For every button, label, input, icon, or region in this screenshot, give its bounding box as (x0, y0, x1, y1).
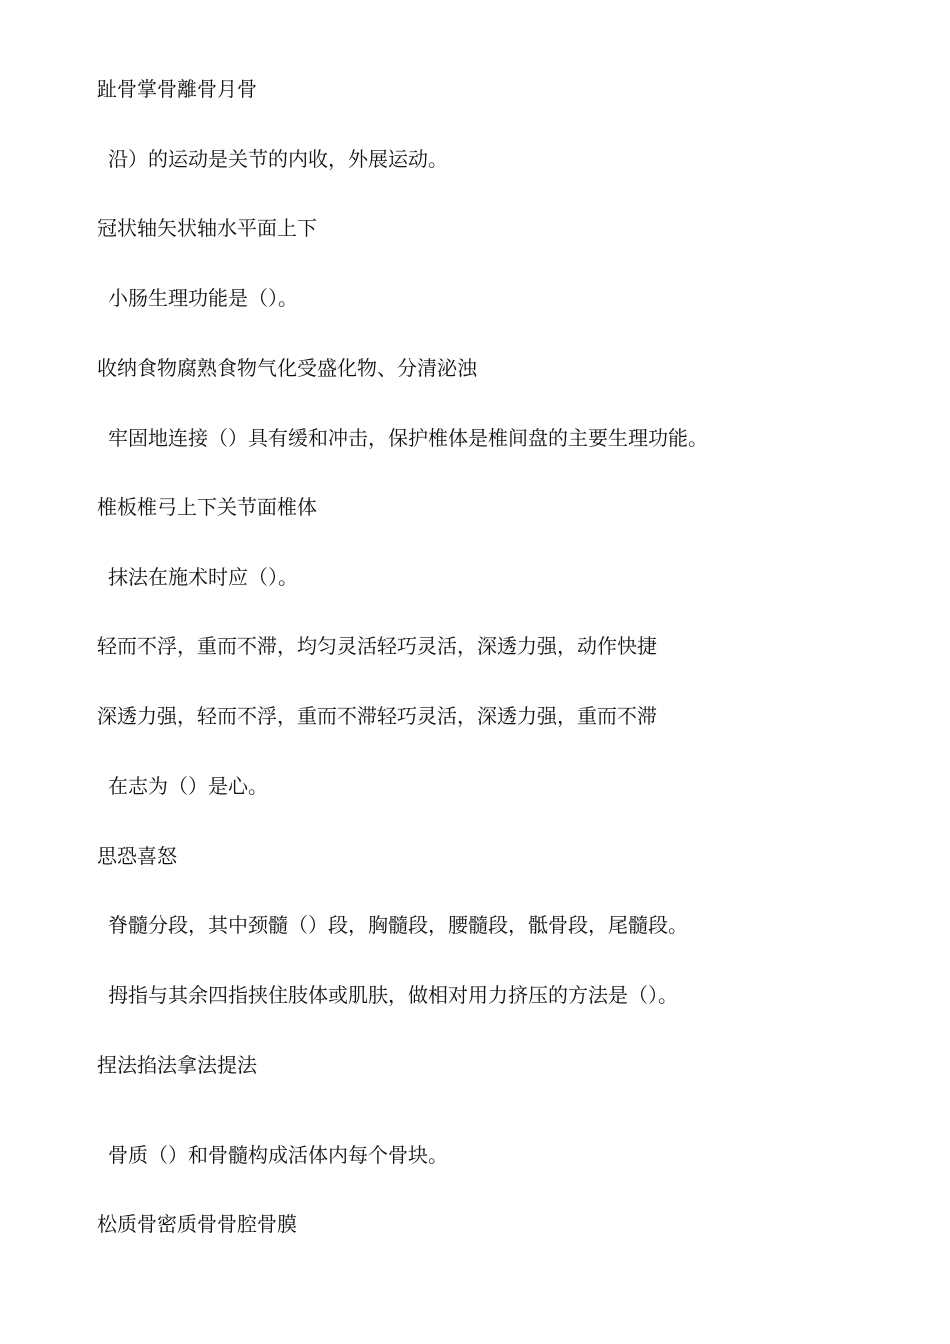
question-line: 沿）的运动是关节的内收，外展运动。 (108, 147, 448, 171)
answer-options-line: 收纳食物腐熟食物气化受盛化物、分清泌浊 (97, 356, 477, 380)
question-line: 抹法在施术时应（）。 (108, 565, 298, 589)
answer-options-line: 椎板椎弓上下关节面椎体 (97, 495, 317, 519)
question-line: 小肠生理功能是（）。 (108, 286, 298, 310)
question-line: 脊髓分段，其中颈髓（）段，胸髓段，腰髓段，骶骨段，尾髓段。 (108, 913, 688, 937)
answer-options-line: 深透力强，轻而不浮，重而不滞轻巧灵活，深透力强，重而不滞 (97, 704, 657, 728)
answer-options-line: 冠状轴矢状轴水平面上下 (97, 216, 317, 240)
answer-options-line: 捏法掐法拿法提法 (97, 1053, 257, 1077)
question-line: 牢固地连接（）具有缓和冲击，保护椎体是椎间盘的主要生理功能。 (108, 426, 708, 450)
answer-options-line: 轻而不浮，重而不滞，均匀灵活轻巧灵活，深透力强，动作快捷 (97, 634, 657, 658)
answer-options-line: 趾骨掌骨離骨月骨 (97, 77, 257, 101)
question-line: 在志为（）是心。 (108, 774, 268, 798)
question-line: 拇指与其余四指挟住肢体或肌肤，做相对用力挤压的方法是（）。 (108, 983, 678, 1007)
answer-options-line: 思恐喜怒 (97, 844, 177, 868)
question-line: 骨质（）和骨髓构成活体内每个骨块。 (108, 1143, 448, 1167)
answer-options-line: 松质骨密质骨骨腔骨膜 (97, 1212, 297, 1236)
